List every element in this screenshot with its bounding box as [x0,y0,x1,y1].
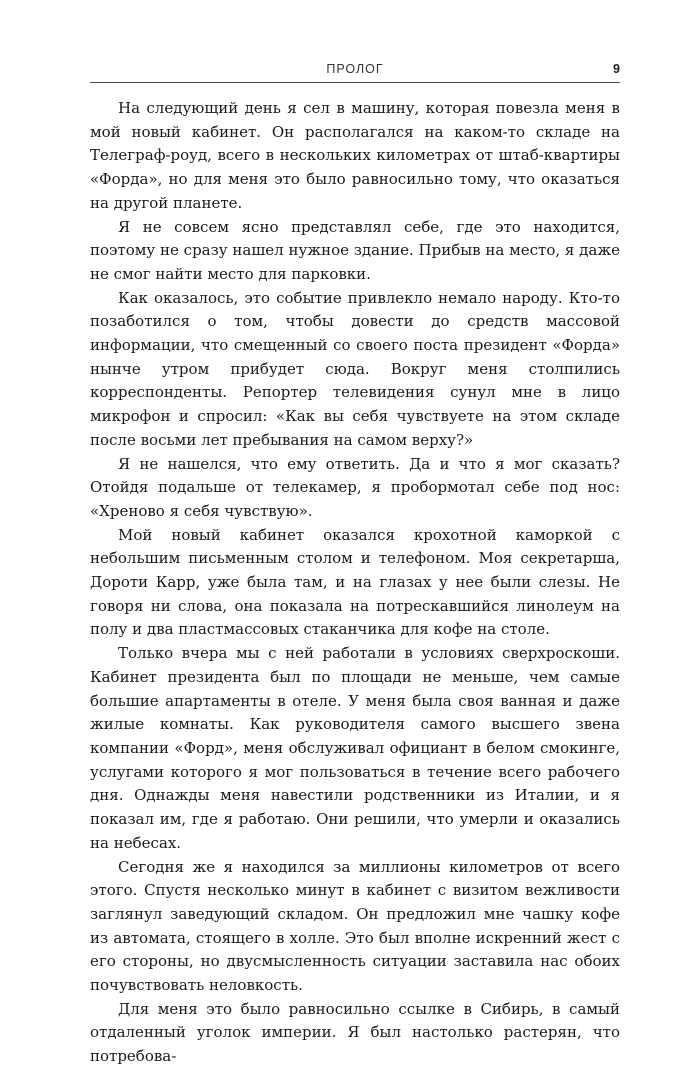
running-title: ПРОЛОГ [326,62,384,76]
paragraph-6: Только вчера мы с ней работали в условиях сверхроскоши. Кабинет президента был по площади не меньше, чем самые большие апартаменты в отеле. У меня была своя ванная и даже жилые комнаты. Как руководителя самого высшего звена компании «Форд», меня обслуживал официант в белом смокинге, услугами которого я мог пользоваться в течение всего рабочего дня. Однажды меня навестили родственники из Италии, и я показал им, где я работаю. Они решили, что умерли и оказались на небесах. [90,644,620,852]
paragraph-1: На следующий день я сел в машину, которая повезла меня в мой новый кабинет. Он располагался на каком-то складе на Телеграф-роуд, всего в нескольких километрах от штаб-квартиры «Форда», но для меня это было равносильно тому, что оказаться на другой планете. [90,99,620,212]
paragraph-2: Я не совсем ясно представлял себе, где это находится, поэтому не сразу нашел нужное здание. Прибыв на место, я даже не смог найти место для парковки. [90,217,620,283]
paragraph-8: Для меня это было равносильно ссылке в Сибирь, в самый отдаленный уголок империи. Я был настолько растерян, что потребова- [90,999,620,1066]
paragraph-4: Я не нашелся, что ему ответить. Да и что я мог сказать? Отойдя подальше от телекамер, я пробормотал себе под нос: «Хреново я себя чувствую». [90,454,620,520]
paragraph-5: Мой новый кабинет оказался крохотной каморкой с небольшим письменным столом и телефоном. Моя секретарша, Дороти Карр, уже была там, и на глазах у нее были слезы. Не говоря ни слова, она показала на потрескавшийся линолеум на полу и два пластмассовых стаканчика для кофе на столе. [90,525,620,639]
header-divider [90,82,620,83]
running-header [90,62,620,82]
body-text [90,97,620,1069]
page-number: 9 [613,62,620,76]
paragraph-7: Сегодня же я находился за миллионы километров от всего этого. Спустя несколько минут в кабинет с визитом вежливости заглянул заведующий складом. Он предложил мне чашку кофе из автомата, стоящего в холле. Это был вполне искренний жест с его стороны, но двусмысленность ситуации заставила нас обоих почувствовать неловкость. [90,857,620,995]
paragraph-3: Как оказалось, это событие привлекло немало народу. Кто-то позаботился о том, чтобы довести до средств массовой информации, что смещенный со своего поста президент «Форда» нынче утром прибудет сюда. Вокруг меня столпились корреспонденты. Репортер телевидения сунул мне в лицо микрофон и спросил: «Как вы себя чувствуете на этом складе после восьми лет пребывания на самом верху?» [90,288,620,449]
